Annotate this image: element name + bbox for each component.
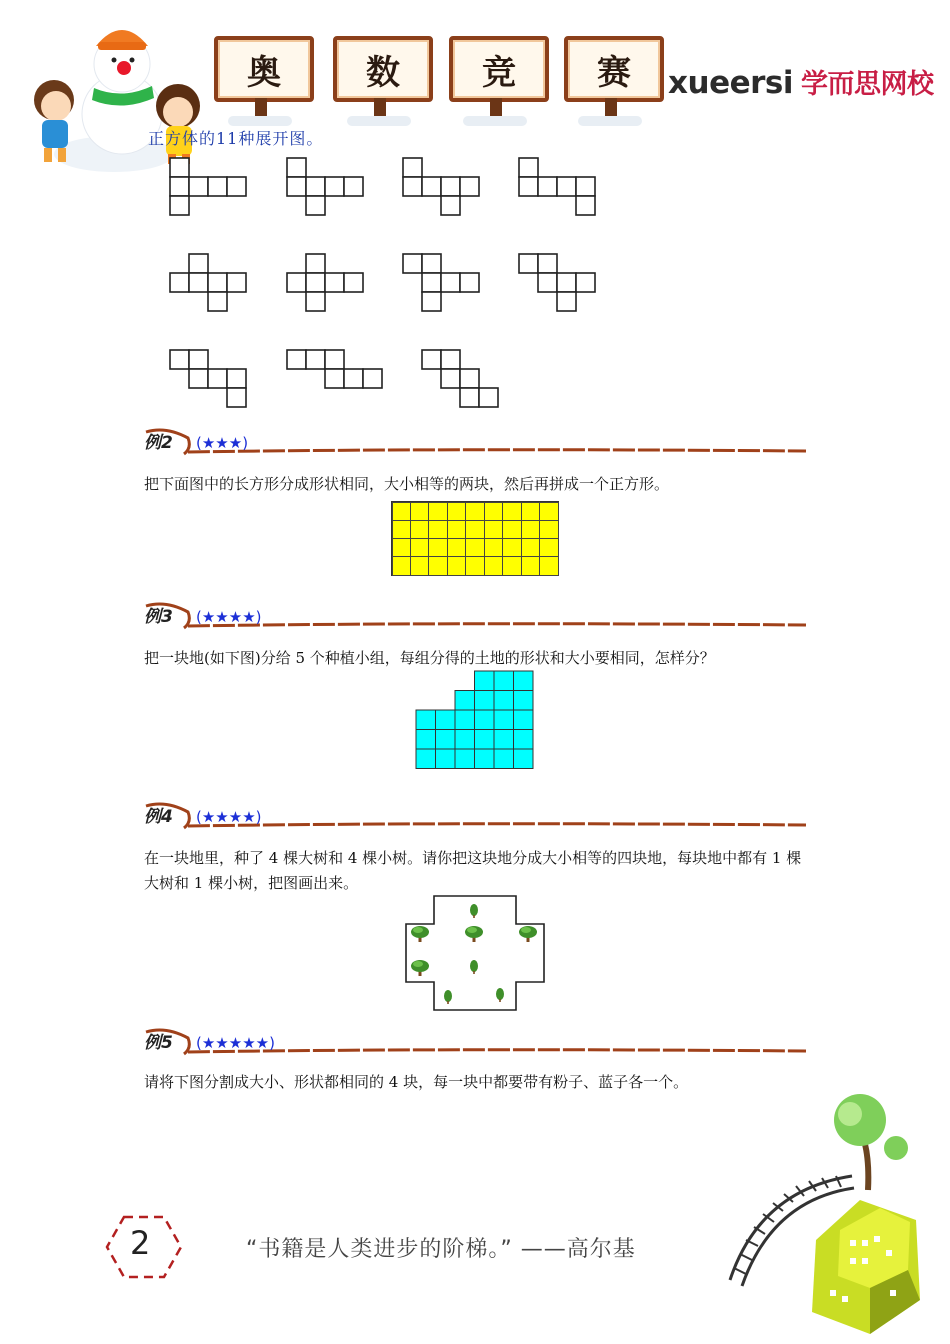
difficulty-stars: (★★★★) bbox=[196, 808, 262, 826]
land-cell bbox=[494, 710, 514, 730]
grid-cell bbox=[465, 538, 484, 557]
title-sign-4 bbox=[564, 36, 664, 102]
footer-quote: “书籍是人类进步的阶梯。” ——高尔基 bbox=[246, 1237, 636, 1262]
grid-cell bbox=[484, 502, 503, 521]
grid-cell bbox=[521, 556, 540, 575]
grid-cell bbox=[502, 538, 521, 557]
tree-ladder-illustration bbox=[720, 1090, 942, 1336]
example-4-header bbox=[144, 802, 808, 832]
land-cell bbox=[416, 710, 436, 730]
grid-cell bbox=[428, 520, 447, 539]
grid-cell bbox=[521, 538, 540, 557]
title-sign-2 bbox=[333, 36, 433, 102]
grid-cell bbox=[447, 538, 466, 557]
grid-cell bbox=[465, 520, 484, 539]
example-4-text: 在一块地里，种了 4 棵大树和 4 棵小树。请你把这块地分成大小相等的四块地，每块地中都有 1 棵大树和 1 棵小树，把图画出来。 bbox=[144, 849, 802, 892]
sign-text: 奥 bbox=[247, 52, 281, 93]
land-cell bbox=[475, 691, 495, 711]
grid-cell bbox=[410, 556, 429, 575]
example-badge: 例5 bbox=[144, 1033, 173, 1053]
cube-net-6 bbox=[287, 254, 363, 311]
grid-cell bbox=[521, 502, 540, 521]
grid-cell bbox=[484, 556, 503, 575]
example-badge: 例4 bbox=[144, 807, 173, 827]
snow-mound bbox=[228, 116, 292, 126]
grid-cell bbox=[521, 520, 540, 539]
land-cell bbox=[455, 691, 475, 711]
grid-cell bbox=[447, 502, 466, 521]
land-cell bbox=[436, 710, 456, 730]
land-cell bbox=[494, 749, 514, 769]
yellow-rectangle-grid bbox=[391, 501, 559, 576]
difficulty-stars: (★★★★) bbox=[196, 608, 262, 626]
section-subtitle: 正方体的11种展开图。 bbox=[148, 129, 324, 148]
grid-cell bbox=[465, 556, 484, 575]
land-cell bbox=[436, 730, 456, 750]
example-badge: 例2 bbox=[144, 433, 173, 453]
sign-text: 赛 bbox=[597, 52, 631, 93]
grid-cell bbox=[410, 502, 429, 521]
grid-cell bbox=[392, 520, 411, 539]
land-cell bbox=[455, 749, 475, 769]
snow-mound bbox=[347, 116, 411, 126]
land-cell bbox=[514, 710, 534, 730]
cross-shaped-land-figure bbox=[404, 894, 546, 1012]
grid-cell bbox=[539, 502, 558, 521]
grid-cell bbox=[484, 520, 503, 539]
title-sign-3 bbox=[449, 36, 549, 102]
example-3-text: 把一块地(如下图)分给 5 个种植小组，每组分得的土地的形状和大小要相同，怎样分？ bbox=[144, 649, 715, 667]
brand-cn: 学而思网校 bbox=[800, 69, 934, 100]
grid-cell bbox=[447, 520, 466, 539]
grid-cell bbox=[539, 556, 558, 575]
land-cell bbox=[475, 749, 495, 769]
cube-net-8 bbox=[519, 254, 595, 311]
land-cell bbox=[475, 671, 495, 691]
grid-cell bbox=[428, 538, 447, 557]
cube-net-10 bbox=[287, 350, 382, 388]
cube-nets-figure bbox=[160, 150, 620, 420]
cube-net-7 bbox=[403, 254, 479, 311]
brand-logo bbox=[668, 62, 933, 101]
example-5-header bbox=[144, 1028, 808, 1058]
land-cell bbox=[455, 710, 475, 730]
grid-cell bbox=[539, 538, 558, 557]
grid-cell bbox=[465, 502, 484, 521]
grid-cell bbox=[428, 556, 447, 575]
land-cell bbox=[514, 691, 534, 711]
cube-net-1 bbox=[170, 158, 246, 215]
example-5-text: 请将下图分割成大小、形状都相同的 4 块，每一块中都要带有粉子、蓝子各一个。 bbox=[144, 1073, 689, 1091]
example-2-header bbox=[144, 428, 808, 458]
difficulty-stars: (★★★★★) bbox=[196, 1034, 275, 1052]
land-cell bbox=[455, 730, 475, 750]
sign-text: 竞 bbox=[482, 52, 516, 93]
grid-cell bbox=[484, 538, 503, 557]
grid-cell bbox=[502, 556, 521, 575]
cube-net-5 bbox=[170, 254, 246, 311]
grid-cell bbox=[392, 502, 411, 521]
title-sign-1 bbox=[214, 36, 314, 102]
grid-cell bbox=[392, 538, 411, 557]
difficulty-stars: (★★★) bbox=[196, 434, 249, 452]
snow-mound bbox=[578, 116, 642, 126]
snow-mound bbox=[463, 116, 527, 126]
example-badge: 例3 bbox=[144, 607, 173, 627]
cyan-staircase-figure bbox=[415, 670, 535, 772]
land-cell bbox=[514, 730, 534, 750]
grid-cell bbox=[392, 556, 411, 575]
land-cell bbox=[494, 691, 514, 711]
land-cell bbox=[416, 730, 436, 750]
cube-net-11 bbox=[422, 350, 498, 407]
cube-net-2 bbox=[287, 158, 363, 215]
cube-net-9 bbox=[170, 350, 246, 407]
land-cell bbox=[416, 749, 436, 769]
example-3-header bbox=[144, 602, 808, 632]
grid-cell bbox=[428, 502, 447, 521]
grid-cell bbox=[539, 520, 558, 539]
land-cell bbox=[494, 671, 514, 691]
grid-cell bbox=[447, 556, 466, 575]
grid-cell bbox=[410, 520, 429, 539]
cube-net-4 bbox=[519, 158, 595, 215]
page-number: 2 bbox=[130, 1224, 151, 1262]
brand-en: xueersi bbox=[668, 65, 793, 101]
sign-text: 数 bbox=[366, 52, 400, 93]
land-cell bbox=[514, 749, 534, 769]
land-cell bbox=[436, 749, 456, 769]
land-cell bbox=[475, 710, 495, 730]
land-cell bbox=[514, 671, 534, 691]
grid-cell bbox=[410, 538, 429, 557]
example-2-text: 把下面图中的长方形分成形状相同，大小相等的两块，然后再拼成一个正方形。 bbox=[144, 475, 670, 493]
grid-cell bbox=[502, 520, 521, 539]
grid-cell bbox=[502, 502, 521, 521]
cube-net-3 bbox=[403, 158, 479, 215]
land-cell bbox=[494, 730, 514, 750]
land-cell bbox=[475, 730, 495, 750]
